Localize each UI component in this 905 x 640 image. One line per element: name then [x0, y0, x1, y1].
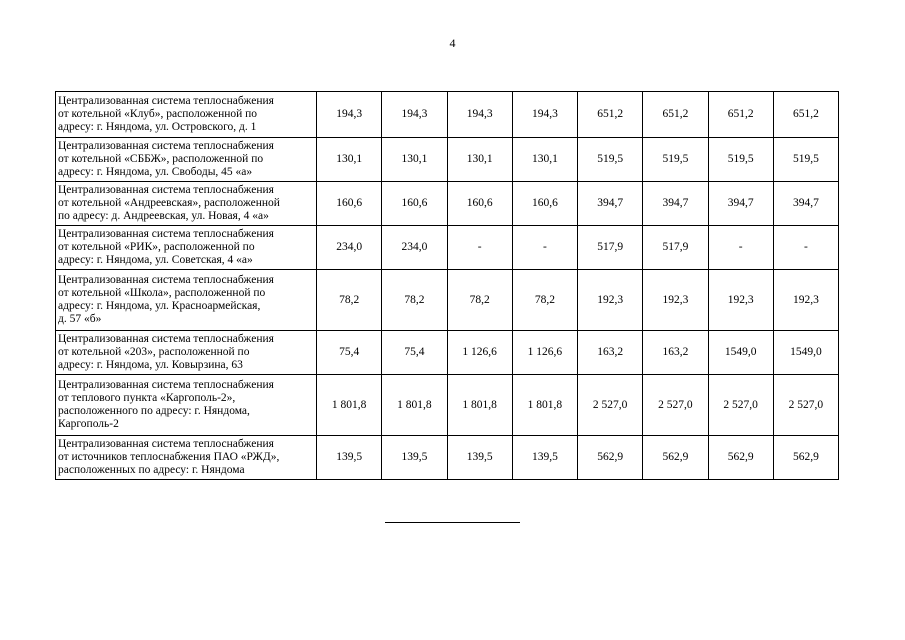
value-cell: 2 527,0 [578, 375, 643, 436]
system-name-line: от котельной «РИК», расположенной по [58, 241, 255, 253]
system-name-line: Централизованная система теплоснабжения [58, 228, 274, 240]
system-name-line: Централизованная система теплоснабжения [58, 438, 274, 450]
value-cell: 562,9 [708, 436, 773, 480]
value-cell: 2 527,0 [708, 375, 773, 436]
value-cell: 192,3 [643, 270, 708, 331]
value-cell: 394,7 [708, 182, 773, 226]
system-name-line: от котельной «203», расположенной по [58, 346, 250, 358]
value-cell: - [512, 226, 577, 270]
value-cell: 139,5 [382, 436, 447, 480]
system-name-line: расположенного по адресу: г. Няндома, [58, 405, 250, 417]
value-cell: 130,1 [512, 138, 577, 182]
table-row [56, 436, 839, 480]
system-name-line: Централизованная система теплоснабжения [58, 95, 274, 107]
value-cell: 194,3 [382, 92, 447, 138]
value-cell: 130,1 [317, 138, 382, 182]
system-name-line: адресу: г. Няндома, ул. Красноармейская, [58, 300, 261, 312]
value-cell: 394,7 [578, 182, 643, 226]
system-name-line: Централизованная система теплоснабжения [58, 140, 274, 152]
value-cell: 651,2 [773, 92, 838, 138]
table-row [56, 92, 839, 138]
value-cell: 519,5 [773, 138, 838, 182]
value-cell: 517,9 [578, 226, 643, 270]
system-name-line: расположенных по адресу: г. Няндома [58, 464, 245, 476]
system-name-line: от котельной «Школа», расположенной по [58, 287, 266, 299]
system-name-line: от источников теплоснабжения ПАО «РЖД», [58, 451, 280, 463]
system-name-line: адресу: г. Няндома, ул. Островского, д. 1 [58, 121, 257, 133]
value-cell: 651,2 [578, 92, 643, 138]
system-name-line: Каргополь-2 [58, 418, 119, 430]
table-row [56, 270, 839, 331]
table-row [56, 375, 839, 436]
value-cell: 562,9 [643, 436, 708, 480]
system-name-line: от теплового пункта «Каргополь-2», [58, 392, 236, 404]
value-cell: 194,3 [317, 92, 382, 138]
value-cell: 2 527,0 [773, 375, 838, 436]
system-name-line: адресу: г. Няндома, ул. Ковырзина, 63 [58, 359, 243, 371]
value-cell: 160,6 [317, 182, 382, 226]
page-number: 4 [449, 36, 456, 50]
value-cell: 394,7 [773, 182, 838, 226]
value-cell: 651,2 [643, 92, 708, 138]
value-cell: 194,3 [512, 92, 577, 138]
value-cell: 163,2 [643, 331, 708, 375]
value-cell: 1 801,8 [512, 375, 577, 436]
value-cell: 160,6 [382, 182, 447, 226]
value-cell: 1 801,8 [382, 375, 447, 436]
table-row [56, 331, 839, 375]
value-cell: 519,5 [643, 138, 708, 182]
value-cell: 2 527,0 [643, 375, 708, 436]
value-cell: 1549,0 [773, 331, 838, 375]
value-cell: 517,9 [643, 226, 708, 270]
table-row [56, 226, 839, 270]
value-cell: 1 801,8 [317, 375, 382, 436]
value-cell: 75,4 [382, 331, 447, 375]
value-cell: 1 801,8 [447, 375, 512, 436]
value-cell: 78,2 [512, 270, 577, 331]
heat-supply-table [55, 91, 839, 480]
table-row [56, 138, 839, 182]
system-name-line: адресу: г. Няндома, ул. Свободы, 45 «а» [58, 166, 253, 178]
value-cell: 519,5 [708, 138, 773, 182]
value-cell: 130,1 [447, 138, 512, 182]
value-cell: 519,5 [578, 138, 643, 182]
system-name-line: от котельной «Андреевская», расположенной [58, 197, 280, 209]
value-cell: 160,6 [447, 182, 512, 226]
system-name-line: д. 57 «б» [58, 313, 102, 325]
value-cell: 78,2 [447, 270, 512, 331]
value-cell: - [447, 226, 512, 270]
system-name-cell [56, 436, 317, 480]
system-name-line: Централизованная система теплоснабжения [58, 274, 274, 286]
system-name-line: по адресу: д. Андреевская, ул. Новая, 4 «а» [58, 210, 269, 222]
table-body [56, 92, 839, 480]
footer-rule [385, 522, 520, 523]
value-cell: 192,3 [708, 270, 773, 331]
value-cell: 394,7 [643, 182, 708, 226]
table-row [56, 182, 839, 226]
system-name-cell [56, 270, 317, 331]
value-cell: 562,9 [773, 436, 838, 480]
value-cell: 234,0 [382, 226, 447, 270]
value-cell: 130,1 [382, 138, 447, 182]
system-name-cell [56, 182, 317, 226]
value-cell: 1 126,6 [447, 331, 512, 375]
value-cell: 651,2 [708, 92, 773, 138]
value-cell: 1 126,6 [512, 331, 577, 375]
value-cell: - [708, 226, 773, 270]
value-cell: 139,5 [317, 436, 382, 480]
system-name-line: адресу: г. Няндома, ул. Советская, 4 «а» [58, 254, 253, 266]
system-name-cell [56, 375, 317, 436]
system-name-line: Централизованная система теплоснабжения [58, 333, 274, 345]
value-cell: 192,3 [773, 270, 838, 331]
system-name-cell [56, 92, 317, 138]
system-name-line: Централизованная система теплоснабжения [58, 379, 274, 391]
value-cell: 163,2 [578, 331, 643, 375]
value-cell: 139,5 [512, 436, 577, 480]
value-cell: 1549,0 [708, 331, 773, 375]
value-cell: 562,9 [578, 436, 643, 480]
system-name-cell [56, 331, 317, 375]
value-cell: 139,5 [447, 436, 512, 480]
value-cell: 78,2 [382, 270, 447, 331]
system-name-cell [56, 226, 317, 270]
system-name-cell [56, 138, 317, 182]
value-cell: - [773, 226, 838, 270]
value-cell: 75,4 [317, 331, 382, 375]
system-name-line: Централизованная система теплоснабжения [58, 184, 274, 196]
system-name-line: от котельной «Клуб», расположенной по [58, 108, 258, 120]
system-name-line: от котельной «СББЖ», расположенной по [58, 153, 264, 165]
value-cell: 194,3 [447, 92, 512, 138]
value-cell: 78,2 [317, 270, 382, 331]
value-cell: 234,0 [317, 226, 382, 270]
value-cell: 160,6 [512, 182, 577, 226]
value-cell: 192,3 [578, 270, 643, 331]
